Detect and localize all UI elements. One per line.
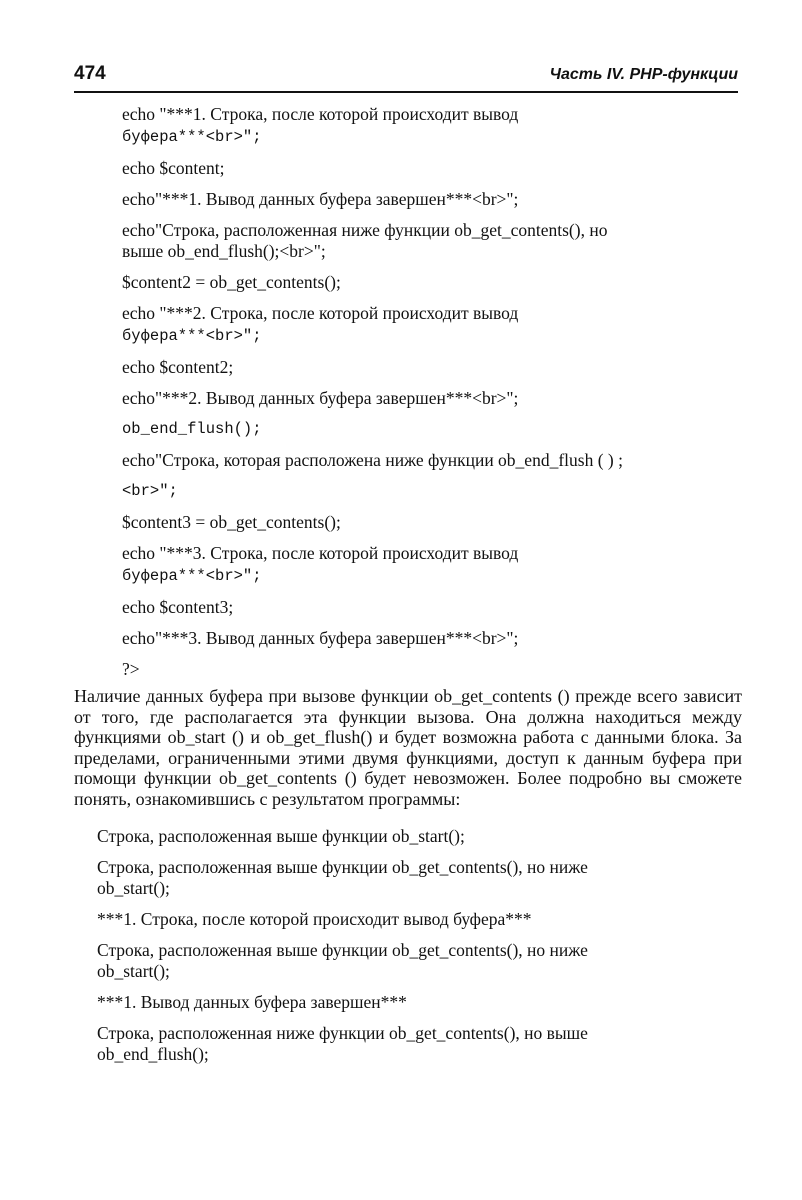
- page-number: 474: [74, 63, 106, 84]
- code-line: echo "***1. Строка, после которой происходит вывод буфера***<br>";: [122, 104, 519, 146]
- output-line: Строка, расположенная ниже функции ob_get_contents(), но выше ob_end_flush();: [97, 1023, 588, 1064]
- code-line: echo "***2. Строка, после которой происходит вывод буфера***<br>";: [122, 303, 519, 345]
- header-rule: [74, 91, 738, 93]
- code-line: echo"Строка, расположенная ниже функции ob_get_contents(), но выше ob_end_flush();<br>";: [122, 220, 608, 261]
- page-header: [74, 62, 738, 94]
- code-line: echo"Строка, которая расположена ниже функции ob_end_flush ( ) ;: [122, 450, 623, 470]
- code-line: echo $content2;: [122, 357, 234, 377]
- output-line: Строка, расположенная выше функции ob_get_contents(), но ниже ob_start();: [97, 857, 588, 898]
- code-line: echo "***3. Строка, после которой происходит вывод буфера***<br>";: [122, 543, 519, 585]
- output-line: Строка, расположенная выше функции ob_get_contents(), но ниже ob_start();: [97, 940, 588, 981]
- code-line: echo"***2. Вывод данных буфера завершен***<br>";: [122, 388, 519, 408]
- code-line: ob_end_flush();: [122, 420, 262, 438]
- code-line: <br>";: [122, 482, 178, 500]
- output-line: Строка, расположенная выше функции ob_start();: [97, 826, 465, 846]
- code-listing: [122, 104, 722, 690]
- code-line: echo $content3;: [122, 597, 234, 617]
- code-line: echo"***1. Вывод данных буфера завершен***<br>";: [122, 189, 519, 209]
- code-line: echo $content;: [122, 158, 225, 178]
- output-line: ***1. Строка, после которой происходит вывод буфера***: [97, 909, 532, 929]
- code-line: $content3 = ob_get_contents();: [122, 512, 341, 532]
- code-line: ?>: [122, 659, 140, 679]
- body-paragraph: Наличие данных буфера при вызове функции ob_get_contents () прежде всего зависит от того, где располагается эта функции вызова. Она должна находиться между функциями ob_start () и ob_get_flush() и будет возможна работа с данными блока. За пределами, ограниченными этими двумя функциями, доступ к данным буфера при помощи функции ob_get_contents () будет невозможен. Более подробно вы сможете понять, ознакомившись с результатом программы:: [74, 686, 742, 809]
- code-line: $content2 = ob_get_contents();: [122, 272, 341, 292]
- code-line: echo"***3. Вывод данных буфера завершен***<br>";: [122, 628, 519, 648]
- output-line: ***1. Вывод данных буфера завершен***: [97, 992, 407, 1012]
- program-output: [97, 826, 697, 1075]
- chapter-title: Часть IV. PHP-функции: [549, 66, 738, 83]
